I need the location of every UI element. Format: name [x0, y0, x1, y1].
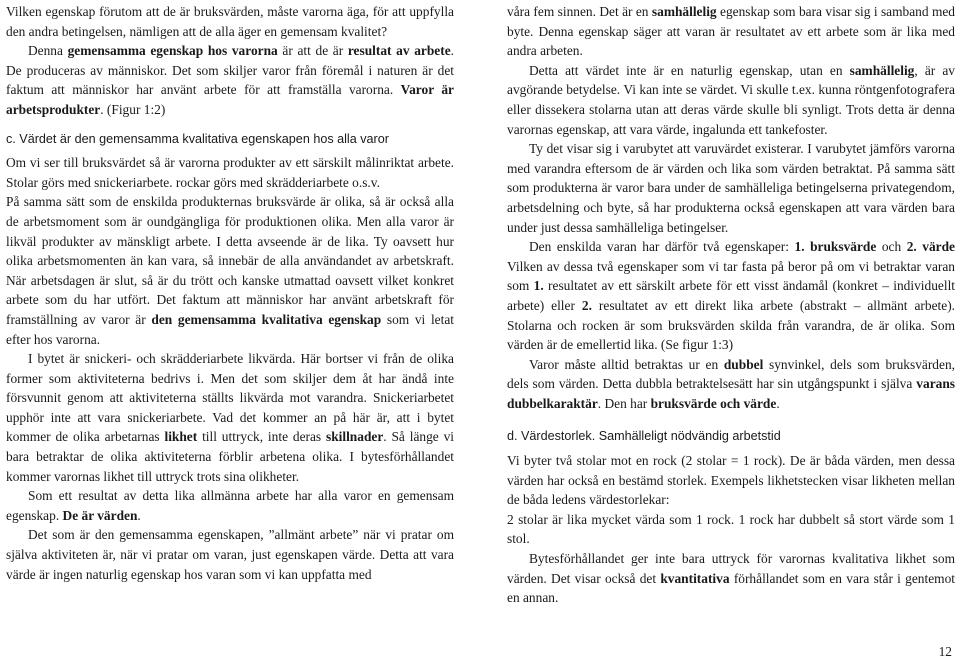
page-number: 12 [938, 644, 952, 659]
paragraph: I bytet är snickeri- och skrädderiarbete likvärda. Här bortser vi från de olika former som aktiviteterna bedrivs i. Men det som skiljer dem åt har ändå inte försvunnit genom att aktiviteterna ställts likvärda mot varandra. Snickeriarbetet upphör inte att vara snickeriarbete. Vad det kommer an på här är, att i bytet kommer de olika arbetarnas likhet till uttryck, inte deras skillnader. Så länge vi bara betraktar de olika aktiviteterna förblir arbetena olika. I bytesförhållandet kommer varornas likhet till uttryck trots sina olikheter. [6, 351, 454, 484]
paragraph: På samma sätt som de enskilda produkternas bruksvärde är olika, så är också alla de arbetsmoment som är oundgängliga för produktionen olika. Men alla varor är likväl produkter av mänskligt arbete. I detta avseende är de lika. Ty oavsett hur olika arbetsmomenten än kan vara, så innebär de alla användandet av arbetskraft. När arbetsdagen är slut, så är du trött och kanske utmattad oavsett vilket konkret arbete som du har utfört. Det faktum att människor har använt arbetskraft för framställning av varor är den gemensamma kvalitativa egenskap som vi letat efter hos varorna. [6, 194, 454, 347]
paragraph: Detta att värdet inte är en naturlig egenskap, utan en samhällelig, är av avgörande betydelse. Vi kan inte se värdet. Vi skulle t.ex. kunna röntgenfotografera eller dissekera stolarna utan att deras värde skulle bli synligt. Trots detta är denna varornas egenskap, att vara värde, ingalunda ett tankefoster. [507, 62, 955, 137]
paragraph: Bytesförhållandet ger inte bara uttryck för varornas kvalitativa likhet som värden. Det visar också det kvantitativa förhållandet som en vara står i gentemot en annan. [507, 551, 956, 606]
paragraph: Ty det visar sig i varubytet att varuvärdet existerar. I varubytet jämförs varorna med varandra eftersom de är värden och lika som värden betraktat. På samma sätt som produkterna är varor bara under de samhälleliga betingelserna privategendom, arbetsdelning och byte, så har produkterna också egenskapen att vara värden bara under just dessa samhälleliga betingelser. [507, 141, 955, 235]
right-column [507, 2, 955, 608]
paragraph: våra fem sinnen. Det är en samhällelig egenskap som bara visar sig i samband med byte. Denna egenskap säger att varan är resultatet av ett arbete som är lika med andra arbeten. [507, 4, 955, 59]
section-heading: d. Värdestorlek. Samhälleligt nödvändig arbetstid [507, 429, 781, 444]
paragraph: Om vi ser till bruksvärdet så är varorna produkter av ett särskilt målinriktat arbete. Stolar görs med snickeriarbete. rockar görs med skrädderiarbete o.s.v. [6, 155, 454, 190]
paragraph: Det som är den gemensamma egenskapen, ”allmänt arbete” när vi pratar om själva aktiviteten är, när vi pratar om varan, just egenskapen värde. Detta att vara värde är ingen naturlig egenskap hos varan som vi kan uppfatta med [6, 527, 454, 582]
paragraph: Varor måste alltid betraktas ur en dubbel synvinkel, dels som bruksvärden, dels som värden. Detta dubbla betraktelsesätt har sin utgångspunkt i själva varans dubbelkaraktär. Den har bruksvärde och värde. [507, 356, 955, 411]
paragraph: Den enskilda varan har därför två egenskaper: 1. bruksvärde och 2. värde Vilken av dessa två egenskaper som vi tar fasta på beror på om vi betraktar varan som 1. resultatet av ett särskilt arbete för ett visst ändamål (konkret – individuellt arbete) eller 2. resultatet av ett direkt lika arbete (abstrakt – allmänt arbete). Stolarna och rocken är som bruksvärden skilda från varandra, de är olika. Som värden är de emellertid lika. (Se figur 1:3) [507, 239, 956, 353]
paragraph: 2 stolar är lika mycket värda som 1 rock. 1 rock har dubbelt så stort värde som 1 stol. [507, 511, 955, 547]
paragraph: Vi byter två stolar mot en rock (2 stolar = 1 rock). De är båda värden, men dessa värden har också en bestämd storlek. Exempels likhetstecken visar likheten mellan de båda ledens värdestorlekar: [507, 453, 955, 508]
paragraph: Vilken egenskap förutom att de är bruksvärden, måste varorna äga, för att uppfylla den andra betingelsen, nämligen att de alla äger en gemensam kvalitet? [6, 4, 454, 39]
section-heading: c. Värdet är den gemensamma kvalitativa egenskapen hos alla varor [6, 131, 389, 146]
paragraph: Denna gemensamma egenskap hos varorna är att de är resultat av arbete. De produceras av människor. Det som skiljer varor från föremål i naturen är det faktum att människor har använt arbete för att framställa varorna. Varor är arbetsprodukter. (Figur 1:2) [6, 43, 454, 117]
paragraph: Som ett resultat av detta lika allmänna arbete har alla varor en gemensam egenskap. De är värden. [6, 488, 454, 523]
left-column [6, 2, 454, 584]
